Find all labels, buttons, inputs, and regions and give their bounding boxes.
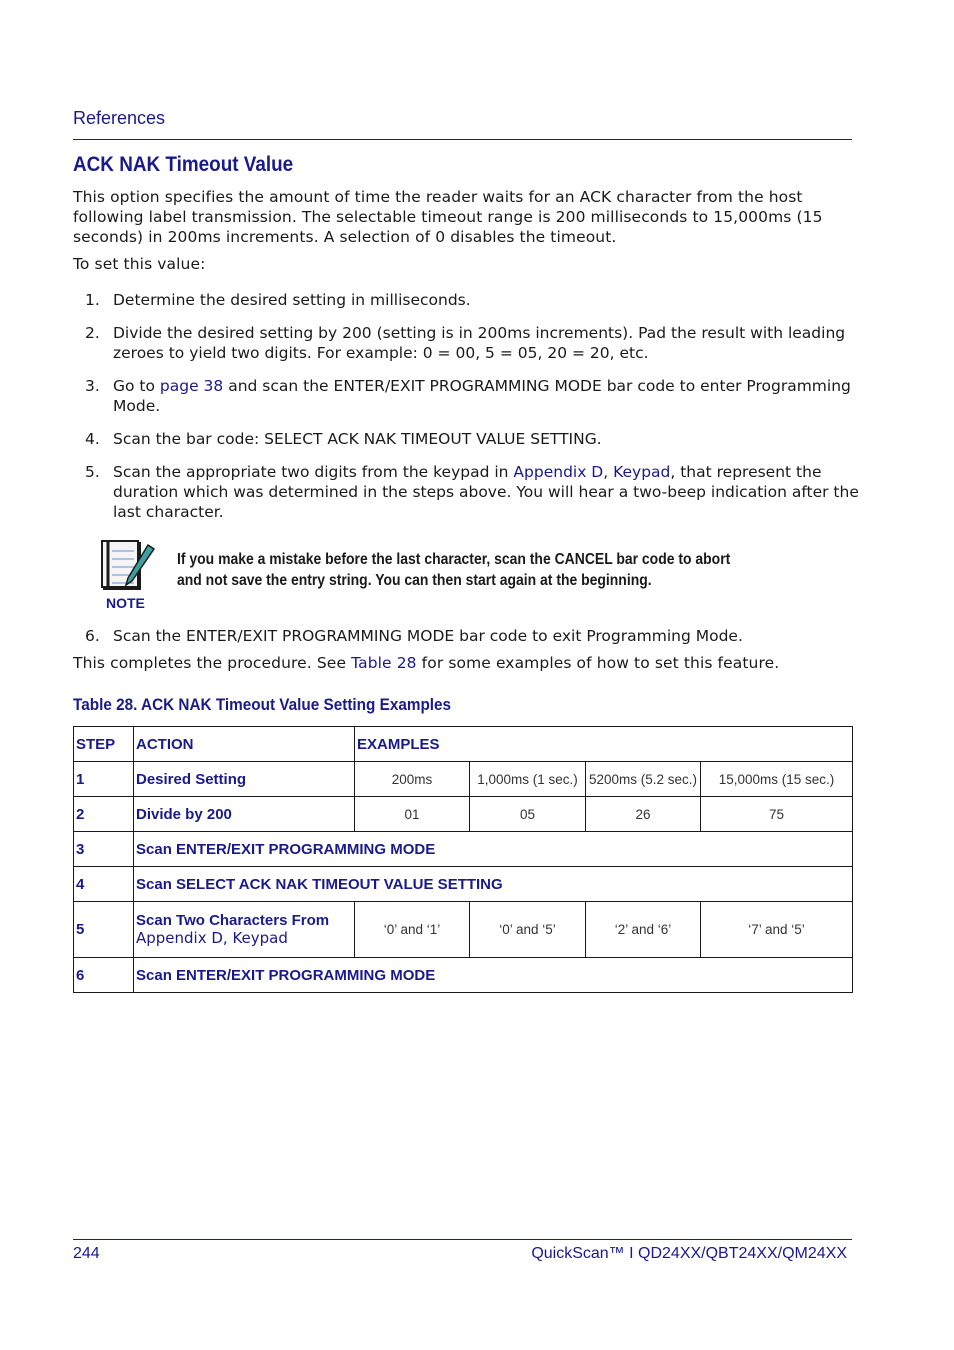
step-text: Scan the ENTER/EXIT PROGRAMMING MODE bar code to exit Programming Mode. <box>113 627 743 645</box>
step-number: 5. <box>85 463 100 481</box>
example-cell: 26 <box>586 797 701 832</box>
step-number: 3. <box>85 377 100 395</box>
step-text-pre: Scan the appropriate two digits from the keypad in <box>113 463 514 481</box>
step-number: 4. <box>85 430 100 448</box>
action-cell: Scan SELECT ACK NAK TIMEOUT VALUE SETTING <box>134 867 853 902</box>
example-cell: 01 <box>355 797 470 832</box>
header-examples: EXAMPLES <box>355 727 853 762</box>
header-step: STEP <box>74 727 134 762</box>
step-number: 1. <box>85 291 100 309</box>
step-cell: 5 <box>74 902 134 958</box>
notepad-icon <box>98 535 158 595</box>
step-item <box>73 429 863 449</box>
header-action: ACTION <box>134 727 355 762</box>
completes-post: for some examples of how to set this feature. <box>416 654 780 672</box>
examples-table <box>73 726 853 993</box>
example-cell: 75 <box>701 797 853 832</box>
step-text <box>113 376 863 416</box>
action-cell: Divide by 200 <box>134 797 355 832</box>
step-item <box>73 462 863 522</box>
step-item <box>73 626 863 646</box>
to-set-text: To set this value: <box>73 255 206 273</box>
step-text-pre: Go to <box>113 377 160 395</box>
completes-pre: This completes the procedure. See <box>73 654 352 672</box>
example-cell: ‘2’ and ‘6’ <box>586 902 701 958</box>
step-cell: 6 <box>74 958 134 993</box>
action-cell <box>134 902 355 958</box>
action-cell: Desired Setting <box>134 762 355 797</box>
table-row <box>74 958 853 993</box>
table-row <box>74 832 853 867</box>
step-number: 2. <box>85 324 100 342</box>
step-cell: 1 <box>74 762 134 797</box>
note-label: NOTE <box>106 595 145 611</box>
example-cell: ‘0’ and ‘5’ <box>470 902 586 958</box>
action-text: Scan Two Characters From <box>136 912 330 929</box>
note-callout <box>98 535 158 615</box>
intro-paragraph: This option specifies the amount of time the reader waits for an ACK character from the host following label transmission. The selectable timeout range is 200 milliseconds to 15,000ms (15 seconds) in 200ms increments. A selection of 0 disables the timeout. <box>73 188 823 246</box>
example-cell: ‘7’ and ‘5’ <box>701 902 853 958</box>
example-cell: ‘0’ and ‘1’ <box>355 902 470 958</box>
step-item <box>73 323 863 363</box>
product-name: QuickScan™ I QD24XX/QBT24XX/QM24XX <box>531 1245 847 1262</box>
step-text: Divide the desired setting by 200 (setting is in 200ms increments). Pad the result with leading zeroes to yield two digits. For example: 0 = 00, 5 = 05, 20 = 20, etc. <box>113 324 846 362</box>
step-text-post: and scan the ENTER/EXIT PROGRAMMING MODE bar code to enter Programming Mode. <box>113 377 851 415</box>
action-cell: Scan ENTER/EXIT PROGRAMMING MODE <box>134 958 853 993</box>
page-38-link[interactable]: page 38 <box>159 377 224 395</box>
table-row <box>74 762 853 797</box>
example-cell: 5200ms (5.2 sec.) <box>586 762 701 797</box>
step-text: Determine the desired setting in milliseconds. <box>113 291 471 309</box>
table-caption: Table 28. ACK NAK Timeout Value Setting Examples <box>73 695 452 714</box>
header-rule <box>73 139 852 140</box>
step-cell: 3 <box>74 832 134 867</box>
example-cell: 15,000ms (15 sec.) <box>701 762 853 797</box>
running-header: References <box>73 108 166 128</box>
step-item <box>73 376 863 416</box>
completes-paragraph <box>73 653 863 673</box>
section-title: ACK NAK Timeout Value <box>73 153 294 176</box>
step-text-post: , that represent the duration which was determined in the steps above. You will hear a two-beep indication after the last character. <box>113 463 859 521</box>
table-row <box>74 867 853 902</box>
example-cell: 200ms <box>355 762 470 797</box>
table-28-link[interactable]: Table 28 <box>351 654 417 672</box>
table-header-row <box>74 727 853 762</box>
note-text: If you make a mistake before the last character, scan the CANCEL bar code to abort and not save the entry string. You can then start again at the beginning. <box>177 551 731 589</box>
step-text <box>113 462 863 522</box>
appendix-d-link[interactable]: Appendix D, Keypad <box>513 463 671 481</box>
page-number: 244 <box>73 1245 100 1262</box>
example-cell: 05 <box>470 797 586 832</box>
step-cell: 2 <box>74 797 134 832</box>
table-row <box>74 797 853 832</box>
action-cell: Scan ENTER/EXIT PROGRAMMING MODE <box>134 832 853 867</box>
step-cell: 4 <box>74 867 134 902</box>
step-text: Scan the bar code: SELECT ACK NAK TIMEOUT VALUE SETTING. <box>113 430 602 448</box>
footer-rule <box>73 1239 852 1240</box>
table-row <box>74 902 853 958</box>
step-number: 6. <box>85 627 100 645</box>
example-cell: 1,000ms (1 sec.) <box>470 762 586 797</box>
appendix-d-keypad-link[interactable]: Appendix D, Keypad <box>136 929 288 947</box>
step-item <box>73 290 863 310</box>
